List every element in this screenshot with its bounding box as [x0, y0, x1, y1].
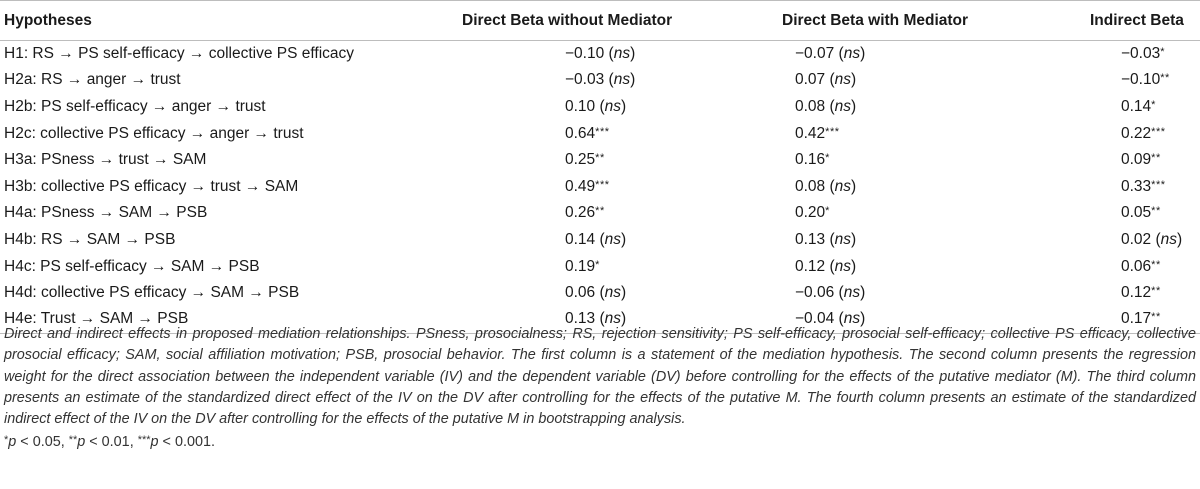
significance-marker: ** [1151, 152, 1161, 165]
significance-marker: (ns) [604, 45, 636, 63]
direct-beta-without-cell [440, 227, 702, 254]
direct-beta-with-cell [702, 227, 1027, 254]
beta-value: 0.06 [1121, 257, 1152, 275]
table-row [0, 253, 1200, 280]
header-hypotheses: Hypotheses [0, 1, 440, 41]
significance-marker: *** [825, 125, 840, 138]
direct-beta-without-cell [440, 147, 702, 174]
beta-value: 0.08 [795, 97, 826, 115]
footnote-text: Direct and indirect effects in proposed mediation relationships. PSness, prosocialness; RS, rejection sensitivity; PS self-efficacy, prosocial self-efficacy; collective PS efficacy, collective prosocial efficacy; SAM, social affiliation motivation; PSB, prosocial behavior. The first column is a statement of the mediation hypothesis. The second column presents the regression weight for the direct association between the independent variable (IV) and the dependent variable (DV) before controlling for the effects of the putative mediator (M). The third column presents an estimate of the standardized direct effect of the IV on the DV after controlling for the effects of the putative M. The fourth column presents an estimate of the standardized indirect effect of the IV on the DV after controlling for the effects of the putative M in bootstrapping analysis. [4, 326, 1196, 428]
significance-legend [4, 430, 1196, 453]
significance-marker: * [825, 152, 830, 165]
direct-beta-without-cell [440, 41, 702, 68]
beta-value: −0.10 [565, 45, 605, 63]
beta-value: −0.10 [1121, 71, 1161, 89]
indirect-beta-cell [1027, 41, 1200, 68]
significance-marker: (ns) [1151, 230, 1183, 248]
beta-value: −0.06 [795, 284, 835, 302]
significance-marker: *** [1151, 178, 1166, 191]
indirect-beta-cell [1027, 227, 1200, 254]
direct-beta-without-cell [440, 67, 702, 94]
direct-beta-with-cell [702, 200, 1027, 227]
table-row [0, 280, 1200, 307]
table-row [0, 173, 1200, 200]
beta-value: 0.64 [565, 124, 596, 142]
table-row [0, 227, 1200, 254]
beta-value: −0.07 [795, 45, 835, 63]
direct-beta-with-cell [702, 94, 1027, 121]
header-indirect-beta: Indirect Beta [1027, 1, 1200, 41]
table-body [0, 41, 1200, 334]
significance-marker: (ns) [834, 45, 866, 63]
significance-marker: *** [1151, 125, 1166, 138]
direct-beta-without-cell [440, 253, 702, 280]
direct-beta-without-cell [440, 280, 702, 307]
direct-beta-without-cell [440, 94, 702, 121]
hypothesis-cell: H2b: PS self-efficacy → anger → trust [4, 97, 266, 115]
hypothesis-cell: H4c: PS self-efficacy → SAM → PSB [4, 257, 260, 275]
beta-value: −0.03 [565, 71, 605, 89]
significance-marker: (ns) [825, 230, 857, 248]
hypothesis-cell: H4e: Trust → SAM → PSB [0, 306, 440, 333]
table-row [0, 147, 1200, 174]
table-row [0, 200, 1200, 227]
table-header [0, 1, 1200, 41]
beta-value: 0.42 [795, 124, 826, 142]
header-row [0, 1, 1200, 41]
indirect-beta-cell [1027, 67, 1200, 94]
direct-beta-with-cell [702, 120, 1027, 147]
significance-marker: (ns) [825, 71, 857, 89]
beta-value: 0.06 [565, 284, 596, 302]
hypothesis-cell: H4a: PSness → SAM → PSB [4, 204, 208, 222]
significance-marker: (ns) [825, 257, 857, 275]
beta-value: 0.17 [1121, 310, 1152, 328]
significance-marker: ** [1151, 311, 1161, 324]
table-row [0, 120, 1200, 147]
significance-legend-text: *p < 0.05, **p < 0.01, ***p < 0.001. [4, 434, 215, 451]
indirect-beta-cell [1027, 200, 1200, 227]
beta-value: 0.20 [795, 204, 826, 222]
direct-beta-with-cell [702, 67, 1027, 94]
hypothesis-cell: H4d: collective PS efficacy → SAM → PSB [4, 284, 300, 302]
significance-marker: * [1160, 46, 1166, 59]
significance-marker: ** [595, 152, 605, 165]
direct-beta-without-cell [440, 200, 702, 227]
significance-marker: ** [595, 205, 605, 218]
beta-value: 0.02 [1121, 230, 1152, 248]
significance-marker: (ns) [834, 310, 866, 328]
beta-value: 0.25 [565, 151, 596, 169]
direct-beta-without-cell [440, 120, 702, 147]
significance-marker: * [825, 205, 830, 218]
beta-value: 0.08 [795, 177, 826, 195]
hypothesis-cell: H3a: PSness → trust → SAM [4, 151, 207, 169]
direct-beta-with-cell [702, 253, 1027, 280]
significance-marker: * [595, 258, 600, 271]
beta-value: 0.10 [565, 97, 596, 115]
beta-value: 0.19 [565, 257, 596, 275]
indirect-beta-cell [1027, 147, 1200, 174]
direct-beta-with-cell [702, 147, 1027, 174]
table-row [0, 67, 1200, 94]
significance-marker: ** [1151, 285, 1161, 298]
hypothesis-cell: H2c: collective PS efficacy → anger → trust [4, 124, 304, 142]
beta-value: 0.13 [565, 310, 596, 328]
beta-value: 0.13 [795, 230, 826, 248]
beta-value: 0.33 [1121, 177, 1152, 195]
hypothesis-cell: H4b: RS → SAM → PSB [4, 230, 176, 248]
significance-marker: (ns) [825, 177, 857, 195]
indirect-beta-cell [1027, 94, 1200, 121]
hypothesis-cell: H2a: RS → anger → trust [4, 71, 181, 89]
significance-marker: (ns) [595, 310, 627, 328]
significance-marker: ** [1151, 205, 1161, 218]
significance-marker: (ns) [595, 230, 627, 248]
beta-value: 0.16 [795, 151, 826, 169]
beta-value: 0.12 [795, 257, 826, 275]
beta-value: 0.49 [565, 177, 596, 195]
table-footnote [4, 324, 1196, 454]
hypothesis-cell: H1: RS → PS self-efficacy → collective PS efficacy [4, 45, 355, 63]
direct-beta-with-cell [702, 173, 1027, 200]
significance-marker: (ns) [595, 284, 627, 302]
table-row [0, 94, 1200, 121]
significance-marker: (ns) [825, 97, 857, 115]
beta-value: −0.03 [1121, 45, 1161, 63]
significance-marker: ** [1160, 72, 1170, 85]
beta-value: 0.12 [1121, 284, 1152, 302]
indirect-beta-cell [1027, 280, 1200, 307]
significance-marker: (ns) [834, 284, 866, 302]
significance-marker: * [1151, 98, 1156, 111]
beta-value: 0.07 [795, 71, 826, 89]
beta-value: 0.09 [1121, 151, 1152, 169]
beta-value: 0.14 [565, 230, 596, 248]
significance-marker: (ns) [595, 97, 627, 115]
significance-marker: ** [1151, 258, 1161, 271]
beta-value: −0.04 [795, 310, 835, 328]
beta-value: 0.14 [1121, 97, 1152, 115]
table-row [0, 41, 1200, 68]
hypothesis-cell: H3b: collective PS efficacy → trust → SAM [4, 177, 299, 195]
direct-beta-with-cell [702, 41, 1027, 68]
beta-value: 0.22 [1121, 124, 1152, 142]
header-direct-beta-without-mediator: Direct Beta without Mediator [440, 1, 702, 41]
significance-marker: *** [595, 125, 610, 138]
header-direct-beta-with-mediator: Direct Beta with Mediator [702, 1, 1027, 41]
beta-value: 0.26 [565, 204, 596, 222]
significance-marker: *** [595, 178, 610, 191]
beta-value: 0.05 [1121, 204, 1152, 222]
indirect-beta-cell [1027, 253, 1200, 280]
direct-beta-with-cell [702, 280, 1027, 307]
significance-marker: (ns) [604, 71, 636, 89]
indirect-beta-cell [1027, 120, 1200, 147]
direct-beta-without-cell [440, 173, 702, 200]
indirect-beta-cell [1027, 173, 1200, 200]
